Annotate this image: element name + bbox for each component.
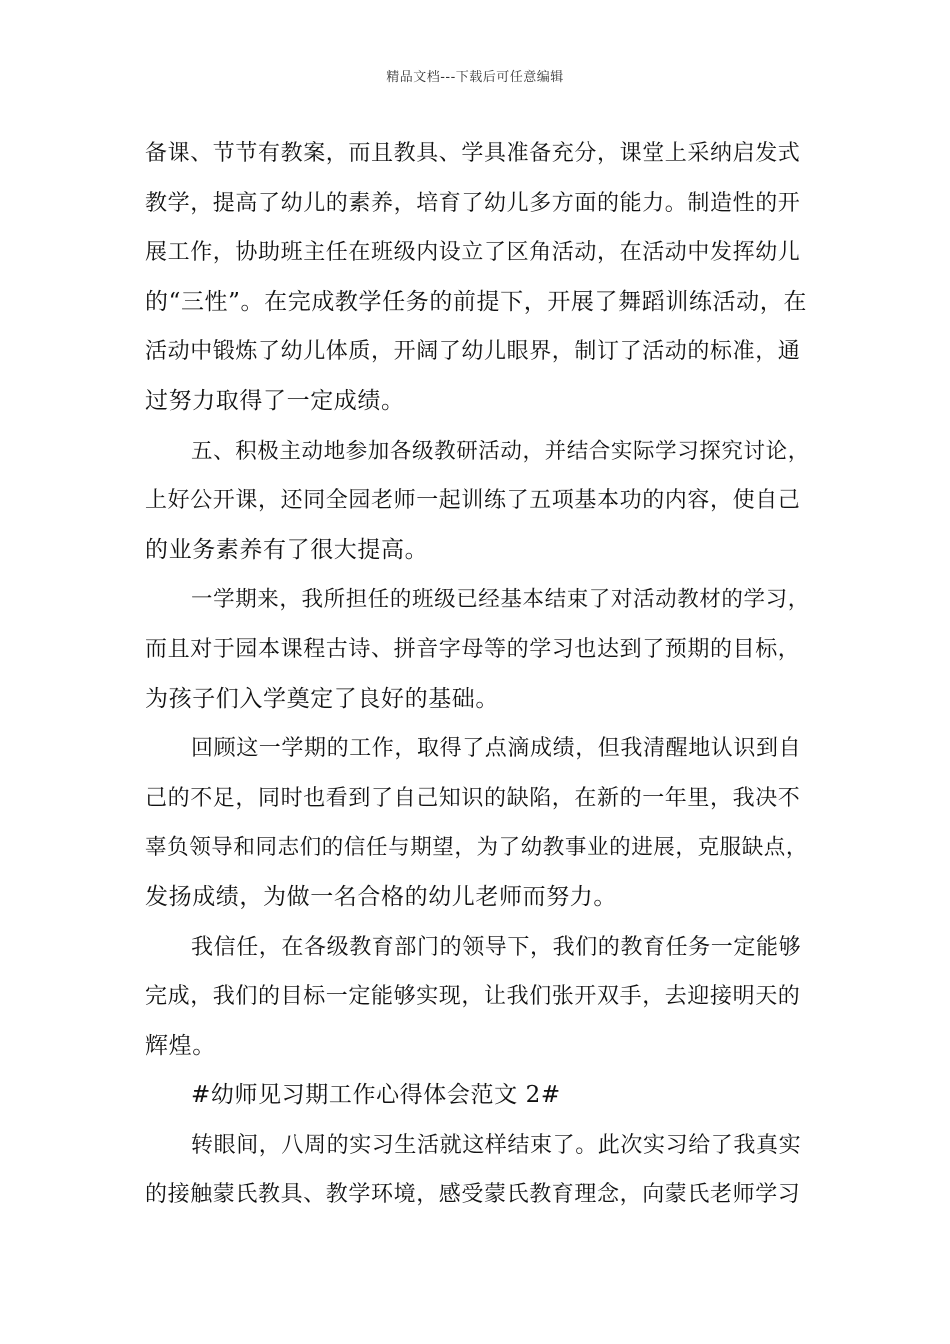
paragraph-start-line: 回顾这一学期的工作，取得了点滴成绩，但我清醒地认识到自: [191, 736, 802, 762]
text-line: 为孩子们入学奠定了良好的基础。: [145, 685, 499, 712]
document-body: [145, 129, 810, 1220]
text-line: 过努力取得了一定成绩。: [145, 387, 405, 414]
text-line: 展工作，协助班主任在班级内设立了区角活动，在活动中发挥幼儿: [145, 240, 801, 266]
paragraph-start-line: 转眼间，八周的实习生活就这样结束了。此次实习给了我真实: [191, 1132, 802, 1158]
text-line: 辜负领导和同志们的信任与期望，为了幼教事业的进展，克服缺点，: [145, 835, 809, 861]
paragraph-start-line: 我信任，在各级教育部门的领导下，我们的教育任务一定能够: [191, 934, 802, 960]
text-line: 己的不足，同时也看到了自己知识的缺陷，在新的一年里，我决不: [145, 785, 801, 811]
text-line: 的接触蒙氏教具、教学环境，感受蒙氏教育理念，向蒙氏老师学习: [145, 1182, 801, 1208]
text-line: 而且对于园本课程古诗、拼音字母等的学习也达到了预期的目标，: [145, 636, 801, 662]
page-header: 精品文档---下载后可任意编辑: [386, 70, 564, 85]
paragraph-start-line: 五、积极主动地参加各级教研活动，并结合实际学习探究讨论，: [191, 438, 810, 464]
text-line: 完成，我们的目标一定能够实现，让我们张开双手，去迎接明天的: [145, 984, 801, 1010]
text-line: 上好公开课，还同全园老师一起训练了五项基本功的内容，使自己: [145, 488, 801, 514]
text-line: 的“三性”。在完成教学任务的前提下，开展了舞蹈训练活动，在: [145, 288, 807, 315]
text-line: 活动中锻炼了幼儿体质，开阔了幼儿眼界，制订了活动的标准，通: [145, 339, 801, 365]
text-line: 备课、节节有教案，而且教具、学具准备充分，课堂上采纳启发式: [145, 141, 801, 166]
text-line: 的业务素养有了很大提高。: [145, 536, 429, 563]
section-heading: #幼师见习期工作心得体会范文 2#: [191, 1082, 561, 1109]
text-line: 发扬成绩，为做一名合格的幼儿老师而努力。: [145, 883, 617, 910]
text-line: 教学，提高了幼儿的素养，培育了幼儿多方面的能力。制造性的开: [145, 190, 801, 216]
paragraph-start-line: 一学期来，我所担任的班级已经基本结束了对活动教材的学习，: [191, 587, 810, 613]
text-line: 辉煌。: [145, 1032, 216, 1059]
